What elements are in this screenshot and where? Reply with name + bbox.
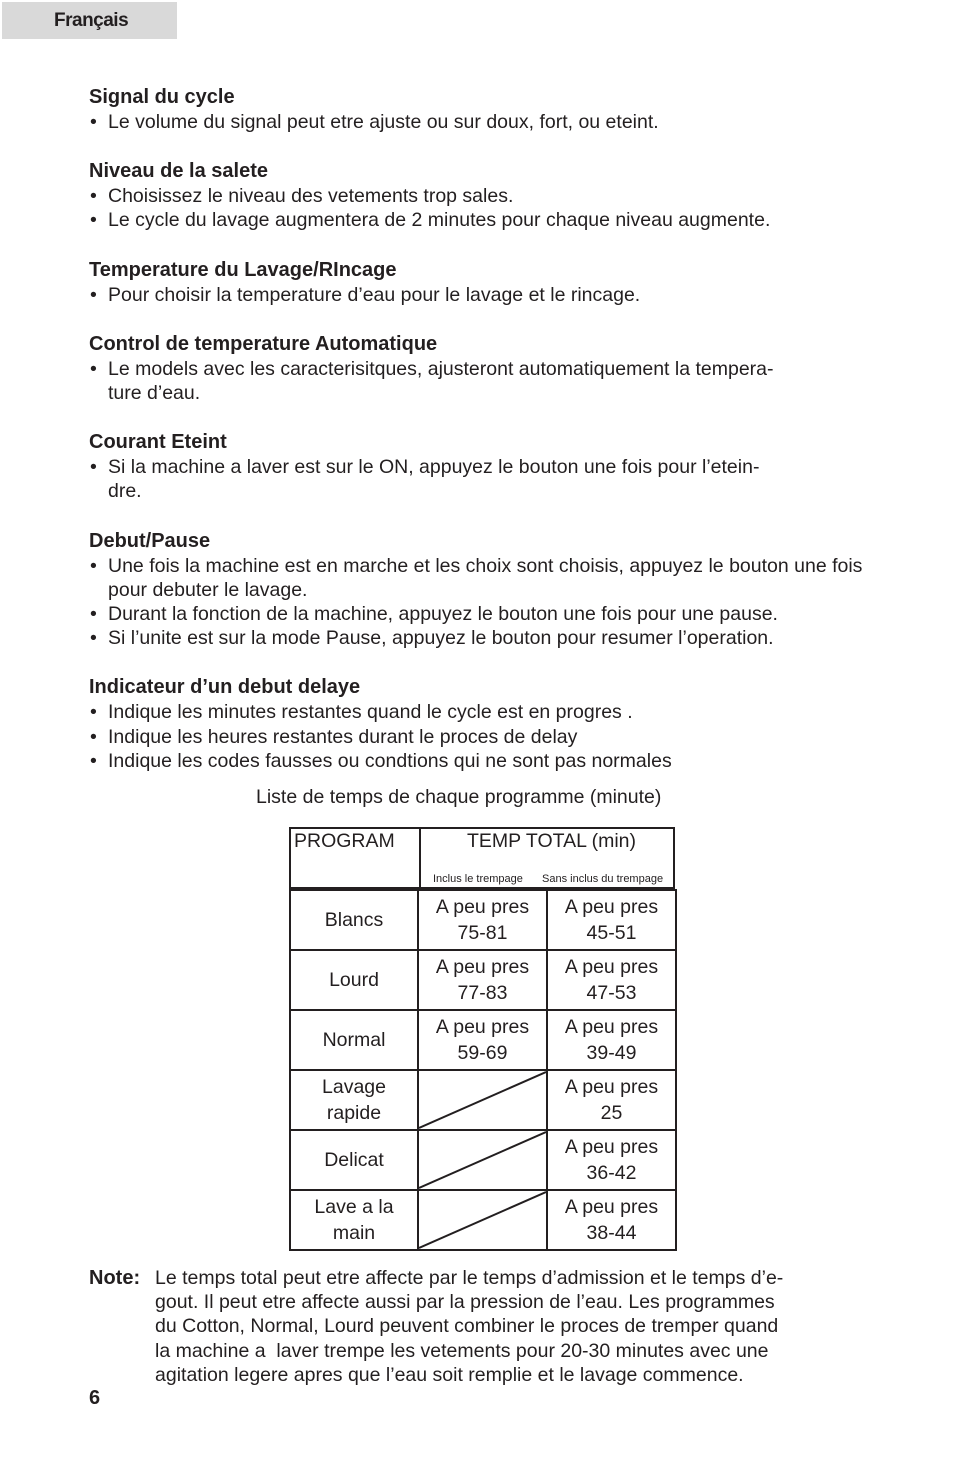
section-title: Control de temperature Automatique [89,332,438,355]
section-temperature-lavage [89,257,869,307]
program-name: Blancs [324,909,384,931]
header-program: PROGRAM [294,830,395,852]
time-without-soak: A peu pres 47-53 [564,956,659,1004]
bullet: • Une fois la machine est en marche et les choix sont choisis, appuyez le bouton une fois pour debuter le lavage. [89,554,869,602]
bullet: • Indique les heures restantes durant le proces de delay [89,725,869,749]
time-with-soak: A peu pres 77-83 [435,956,530,1004]
time-without-soak: A peu pres 38-44 [564,1196,659,1244]
bullet: • Indique les minutes restantes quand le cycle est en progres . [89,700,869,724]
table-header [289,827,675,889]
time-with-soak: A peu pres 75-81 [435,896,530,944]
header-total: TEMP TOTAL (min) [467,830,637,852]
section-title: Debut/Pause [89,529,211,552]
section-title: Signal du cycle [89,86,235,108]
not-applicable-slash [419,1071,546,1129]
note-label: Note: [89,1267,141,1289]
bullet: • Choisissez le niveau des vetements trop sales. [89,184,869,208]
language-tab: Français [2,2,177,39]
bullet: • Indique les codes fausses ou condtions qui ne sont pas normales [89,749,869,773]
section-niveau-salete [89,158,869,232]
header-without-soak: Sans inclus du trempage [542,873,664,885]
section-title: Indicateur d’un debut delaye [89,676,361,699]
bullet: • Le volume du signal peut etre ajuste ou sur doux, fort, ou eteint. [89,110,869,134]
program-name: Lourd [329,969,379,991]
program-name: Lave a la main [314,1196,394,1244]
feature-list [89,84,869,797]
section-signal-cycle [89,84,869,134]
bullet: • Durant la fonction de la machine, appuyez le bouton une fois pour une pause. [89,602,869,626]
bullet: • Le cycle du lavage augmentera de 2 minutes pour chaque niveau augmente. [89,208,869,232]
section-title: Temperature du Lavage/RIncage [89,258,397,281]
table-body [289,889,677,1251]
section-debut-pause [89,528,869,651]
table-caption: Liste de temps de chaque programme (minute) [256,786,662,808]
bullet: • Le models avec les caracterisitques, ajusteront automatiquement la tempera- ture d’eau. [89,357,869,405]
not-applicable-slash [419,1131,546,1189]
section-title: Courant Eteint [89,431,227,454]
bullet: • Pour choisir la temperature d’eau pour le lavage et le rincage. [89,283,869,307]
note [89,1266,869,1387]
program-name: Delicat [324,1149,384,1171]
bullet: • Si la machine a laver est sur le ON, appuyez le bouton une fois pour l’etein- dre. [89,455,869,503]
time-without-soak: A peu pres 45-51 [564,896,659,944]
section-indicateur-delaye [89,674,869,773]
time-with-soak: A peu pres 59-69 [435,1016,530,1064]
program-name: Normal [322,1029,386,1051]
time-without-soak: A peu pres 25 [564,1076,659,1124]
time-without-soak: A peu pres 39-49 [564,1016,659,1064]
not-applicable-slash [419,1191,546,1249]
section-courant-eteint [89,429,869,503]
page-number: 6 [89,1387,101,1409]
header-with-soak: Inclus le trempage [433,873,523,885]
section-control-temperature [89,331,869,405]
note-text: Le temps total peut etre affecte par le temps d’admission et le temps d’e- gout. Il peut etre affecte aussi par la pression de l’eau. Les programmes du Cotton, Normal, Lourd peuvent combiner le proces de tremper quand la machine a laver trempe les vetements pour 20-30 minutes avec une agitation legere apres que l’eau soit remplie et le lavage commence. [155,1267,784,1386]
section-title: Niveau de la salete [89,160,268,183]
program-name: Lavage rapide [322,1076,386,1124]
bullet: • Si l’unite est sur la mode Pause, appuyez le bouton pour resumer l’operation. [89,626,869,650]
time-without-soak: A peu pres 36-42 [564,1136,659,1184]
